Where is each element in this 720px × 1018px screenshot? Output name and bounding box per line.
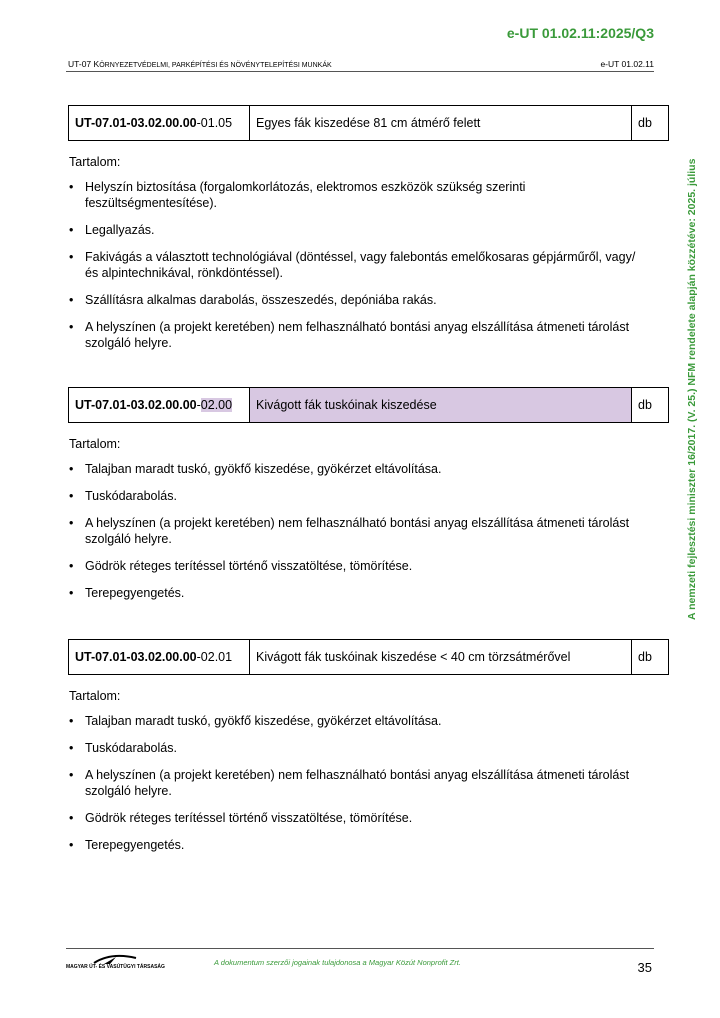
document-code: e-UT 01.02.11:2025/Q3 xyxy=(506,25,654,41)
item-code: UT-07.01-03.02.00.00-02.00 xyxy=(69,388,250,423)
company-logo xyxy=(66,953,165,971)
list-item: • A helyszínen (a projekt keretében) nem felhasználható bontási anyag elszállítása átmeneti tárolást szolgáló helyre. xyxy=(68,767,643,799)
item-unit: db xyxy=(632,640,669,675)
list-item: • Fakivágás a választott technológiával (döntéssel, vagy falebontás emelőkosaras gépjárműről, vagy/és alpintechnikával, rönkdöntéssel). xyxy=(68,249,643,281)
publication-note: A nemzeti fejlesztési miniszter 16/2017. (V. 25.) NFM rendelete alapján közzétéve: 2025. július xyxy=(686,158,698,620)
copyright-note: A dokumentum szerzői jogainak tulajdonosa a Magyar Közút Nonprofit Zrt. xyxy=(214,958,461,967)
content-list xyxy=(68,461,643,601)
list-item: • A helyszínen (a projekt keretében) nem felhasználható bontási anyag elszállítása átmeneti tárolást szolgáló helyre. xyxy=(68,319,643,351)
item-description: Kivágott fák tuskóinak kiszedése < 40 cm törzsátmérővel xyxy=(250,640,632,675)
content-list xyxy=(68,179,643,351)
item-code-table xyxy=(68,387,669,423)
item-code-table xyxy=(68,105,669,141)
item-unit: db xyxy=(632,106,669,141)
item-description: Egyes fák kiszedése 81 cm átmérő felett xyxy=(250,106,632,141)
item-code: UT-07.01-03.02.00.00-02.01 xyxy=(69,640,250,675)
content-label: Tartalom: xyxy=(69,437,121,451)
list-item: • Gödrök réteges terítéssel történő visszatöltése, tömörítése. xyxy=(68,810,643,826)
page-number: 35 xyxy=(637,960,652,975)
list-item: • Szállításra alkalmas darabolás, összeszedés, depóniába rakás. xyxy=(68,292,643,308)
section-title: UT-07 KÖRNYEZETVÉDELMI, PARKÉPÍTÉSI ÉS NÖVÉNYTELEPÍTÉSI MUNKÁK xyxy=(68,59,332,69)
work-item xyxy=(68,387,669,612)
item-code: UT-07.01-03.02.00.00-01.05 xyxy=(69,106,250,141)
content-label: Tartalom: xyxy=(69,689,121,703)
list-item: • Legallyazás. xyxy=(68,222,643,238)
list-item: • Terepegyengetés. xyxy=(68,585,643,601)
list-item: • Tuskódarabolás. xyxy=(68,488,643,504)
list-item: • Gödrök réteges terítéssel történő visszatöltése, tömörítése. xyxy=(68,558,643,574)
item-description: Kivágott fák tuskóinak kiszedése xyxy=(250,388,632,423)
work-item xyxy=(68,105,669,362)
header-divider xyxy=(66,71,654,72)
list-item: • A helyszínen (a projekt keretében) nem felhasználható bontási anyag elszállítása átmeneti tárolást szolgáló helyre. xyxy=(68,515,643,547)
list-item: • Tuskódarabolás. xyxy=(68,740,643,756)
logo-text: MAGYAR ÚT- ÉS VASÚTÜGYI TÁRSASÁG xyxy=(66,964,165,970)
content-list xyxy=(68,713,643,853)
footer-divider xyxy=(66,948,654,949)
list-item: • Terepegyengetés. xyxy=(68,837,643,853)
list-item: • Helyszín biztosítása (forgalomkorlátozás, elektromos eszközök szükség szerinti feszültségmentesítése). xyxy=(68,179,643,211)
list-item: • Talajban maradt tuskó, gyökfő kiszedése, gyökérzet eltávolítása. xyxy=(68,713,643,729)
item-code-table xyxy=(68,639,669,675)
content-label: Tartalom: xyxy=(69,155,121,169)
section-code: e-UT 01.02.11 xyxy=(600,59,654,69)
list-item: • Talajban maradt tuskó, gyökfő kiszedése, gyökérzet eltávolítása. xyxy=(68,461,643,477)
work-item xyxy=(68,639,669,864)
item-unit: db xyxy=(632,388,669,423)
